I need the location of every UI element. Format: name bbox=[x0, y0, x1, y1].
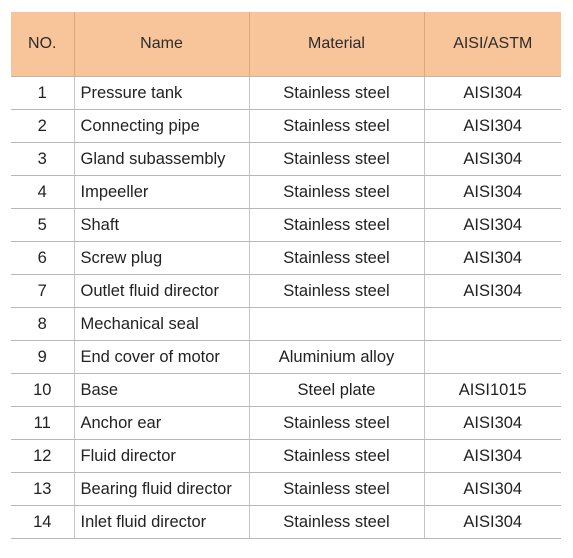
cell-no: 8 bbox=[11, 308, 74, 341]
cell-name: Pressure tank bbox=[74, 77, 249, 110]
cell-aisi: AISI304 bbox=[424, 506, 561, 539]
cell-aisi: AISI304 bbox=[424, 209, 561, 242]
cell-name: Anchor ear bbox=[74, 407, 249, 440]
cell-material: Stainless steel bbox=[249, 473, 424, 506]
cell-material: Stainless steel bbox=[249, 209, 424, 242]
cell-no: 12 bbox=[11, 440, 74, 473]
cell-aisi: AISI1015 bbox=[424, 374, 561, 407]
header-name: Name bbox=[74, 12, 249, 77]
table-row bbox=[11, 374, 561, 407]
cell-name: Fluid director bbox=[74, 440, 249, 473]
cell-material: Stainless steel bbox=[249, 110, 424, 143]
cell-aisi: AISI304 bbox=[424, 110, 561, 143]
table-row bbox=[11, 77, 561, 110]
cell-aisi: AISI304 bbox=[424, 143, 561, 176]
cell-no: 14 bbox=[11, 506, 74, 539]
cell-material bbox=[249, 308, 424, 341]
cell-aisi bbox=[424, 308, 561, 341]
cell-name: End cover of motor bbox=[74, 341, 249, 374]
table-body bbox=[11, 77, 561, 539]
table-row bbox=[11, 143, 561, 176]
header-aisi: AISI/ASTM bbox=[424, 12, 561, 77]
header-material: Material bbox=[249, 12, 424, 77]
cell-aisi: AISI304 bbox=[424, 407, 561, 440]
cell-no: 9 bbox=[11, 341, 74, 374]
cell-no: 6 bbox=[11, 242, 74, 275]
cell-name: Screw plug bbox=[74, 242, 249, 275]
table-row bbox=[11, 176, 561, 209]
table-row bbox=[11, 308, 561, 341]
cell-material: Stainless steel bbox=[249, 506, 424, 539]
cell-name: Mechanical seal bbox=[74, 308, 249, 341]
table-row bbox=[11, 473, 561, 506]
cell-aisi: AISI304 bbox=[424, 473, 561, 506]
table-header bbox=[11, 12, 561, 77]
cell-aisi bbox=[424, 341, 561, 374]
cell-material: Steel plate bbox=[249, 374, 424, 407]
cell-name: Inlet fluid director bbox=[74, 506, 249, 539]
cell-no: 3 bbox=[11, 143, 74, 176]
header-row bbox=[11, 12, 561, 77]
table-row bbox=[11, 110, 561, 143]
cell-material: Stainless steel bbox=[249, 176, 424, 209]
cell-material: Stainless steel bbox=[249, 77, 424, 110]
cell-no: 5 bbox=[11, 209, 74, 242]
cell-name: Outlet fluid director bbox=[74, 275, 249, 308]
cell-material: Stainless steel bbox=[249, 275, 424, 308]
parts-table bbox=[11, 12, 561, 539]
header-no: NO. bbox=[11, 12, 74, 77]
cell-aisi: AISI304 bbox=[424, 77, 561, 110]
cell-name: Impeeller bbox=[74, 176, 249, 209]
cell-no: 2 bbox=[11, 110, 74, 143]
cell-no: 4 bbox=[11, 176, 74, 209]
cell-material: Stainless steel bbox=[249, 440, 424, 473]
cell-material: Stainless steel bbox=[249, 143, 424, 176]
table-row bbox=[11, 506, 561, 539]
table-row bbox=[11, 341, 561, 374]
cell-aisi: AISI304 bbox=[424, 275, 561, 308]
cell-name: Connecting pipe bbox=[74, 110, 249, 143]
cell-material: Stainless steel bbox=[249, 407, 424, 440]
table-row bbox=[11, 275, 561, 308]
cell-name: Base bbox=[74, 374, 249, 407]
cell-material: Stainless steel bbox=[249, 242, 424, 275]
cell-no: 11 bbox=[11, 407, 74, 440]
table-row bbox=[11, 242, 561, 275]
cell-aisi: AISI304 bbox=[424, 176, 561, 209]
cell-material: Aluminium alloy bbox=[249, 341, 424, 374]
cell-aisi: AISI304 bbox=[424, 440, 561, 473]
cell-name: Shaft bbox=[74, 209, 249, 242]
cell-no: 1 bbox=[11, 77, 74, 110]
table-row bbox=[11, 440, 561, 473]
cell-no: 10 bbox=[11, 374, 74, 407]
cell-name: Gland subassembly bbox=[74, 143, 249, 176]
cell-aisi: AISI304 bbox=[424, 242, 561, 275]
table-row bbox=[11, 209, 561, 242]
cell-name: Bearing fluid director bbox=[74, 473, 249, 506]
table-row bbox=[11, 407, 561, 440]
cell-no: 13 bbox=[11, 473, 74, 506]
cell-no: 7 bbox=[11, 275, 74, 308]
